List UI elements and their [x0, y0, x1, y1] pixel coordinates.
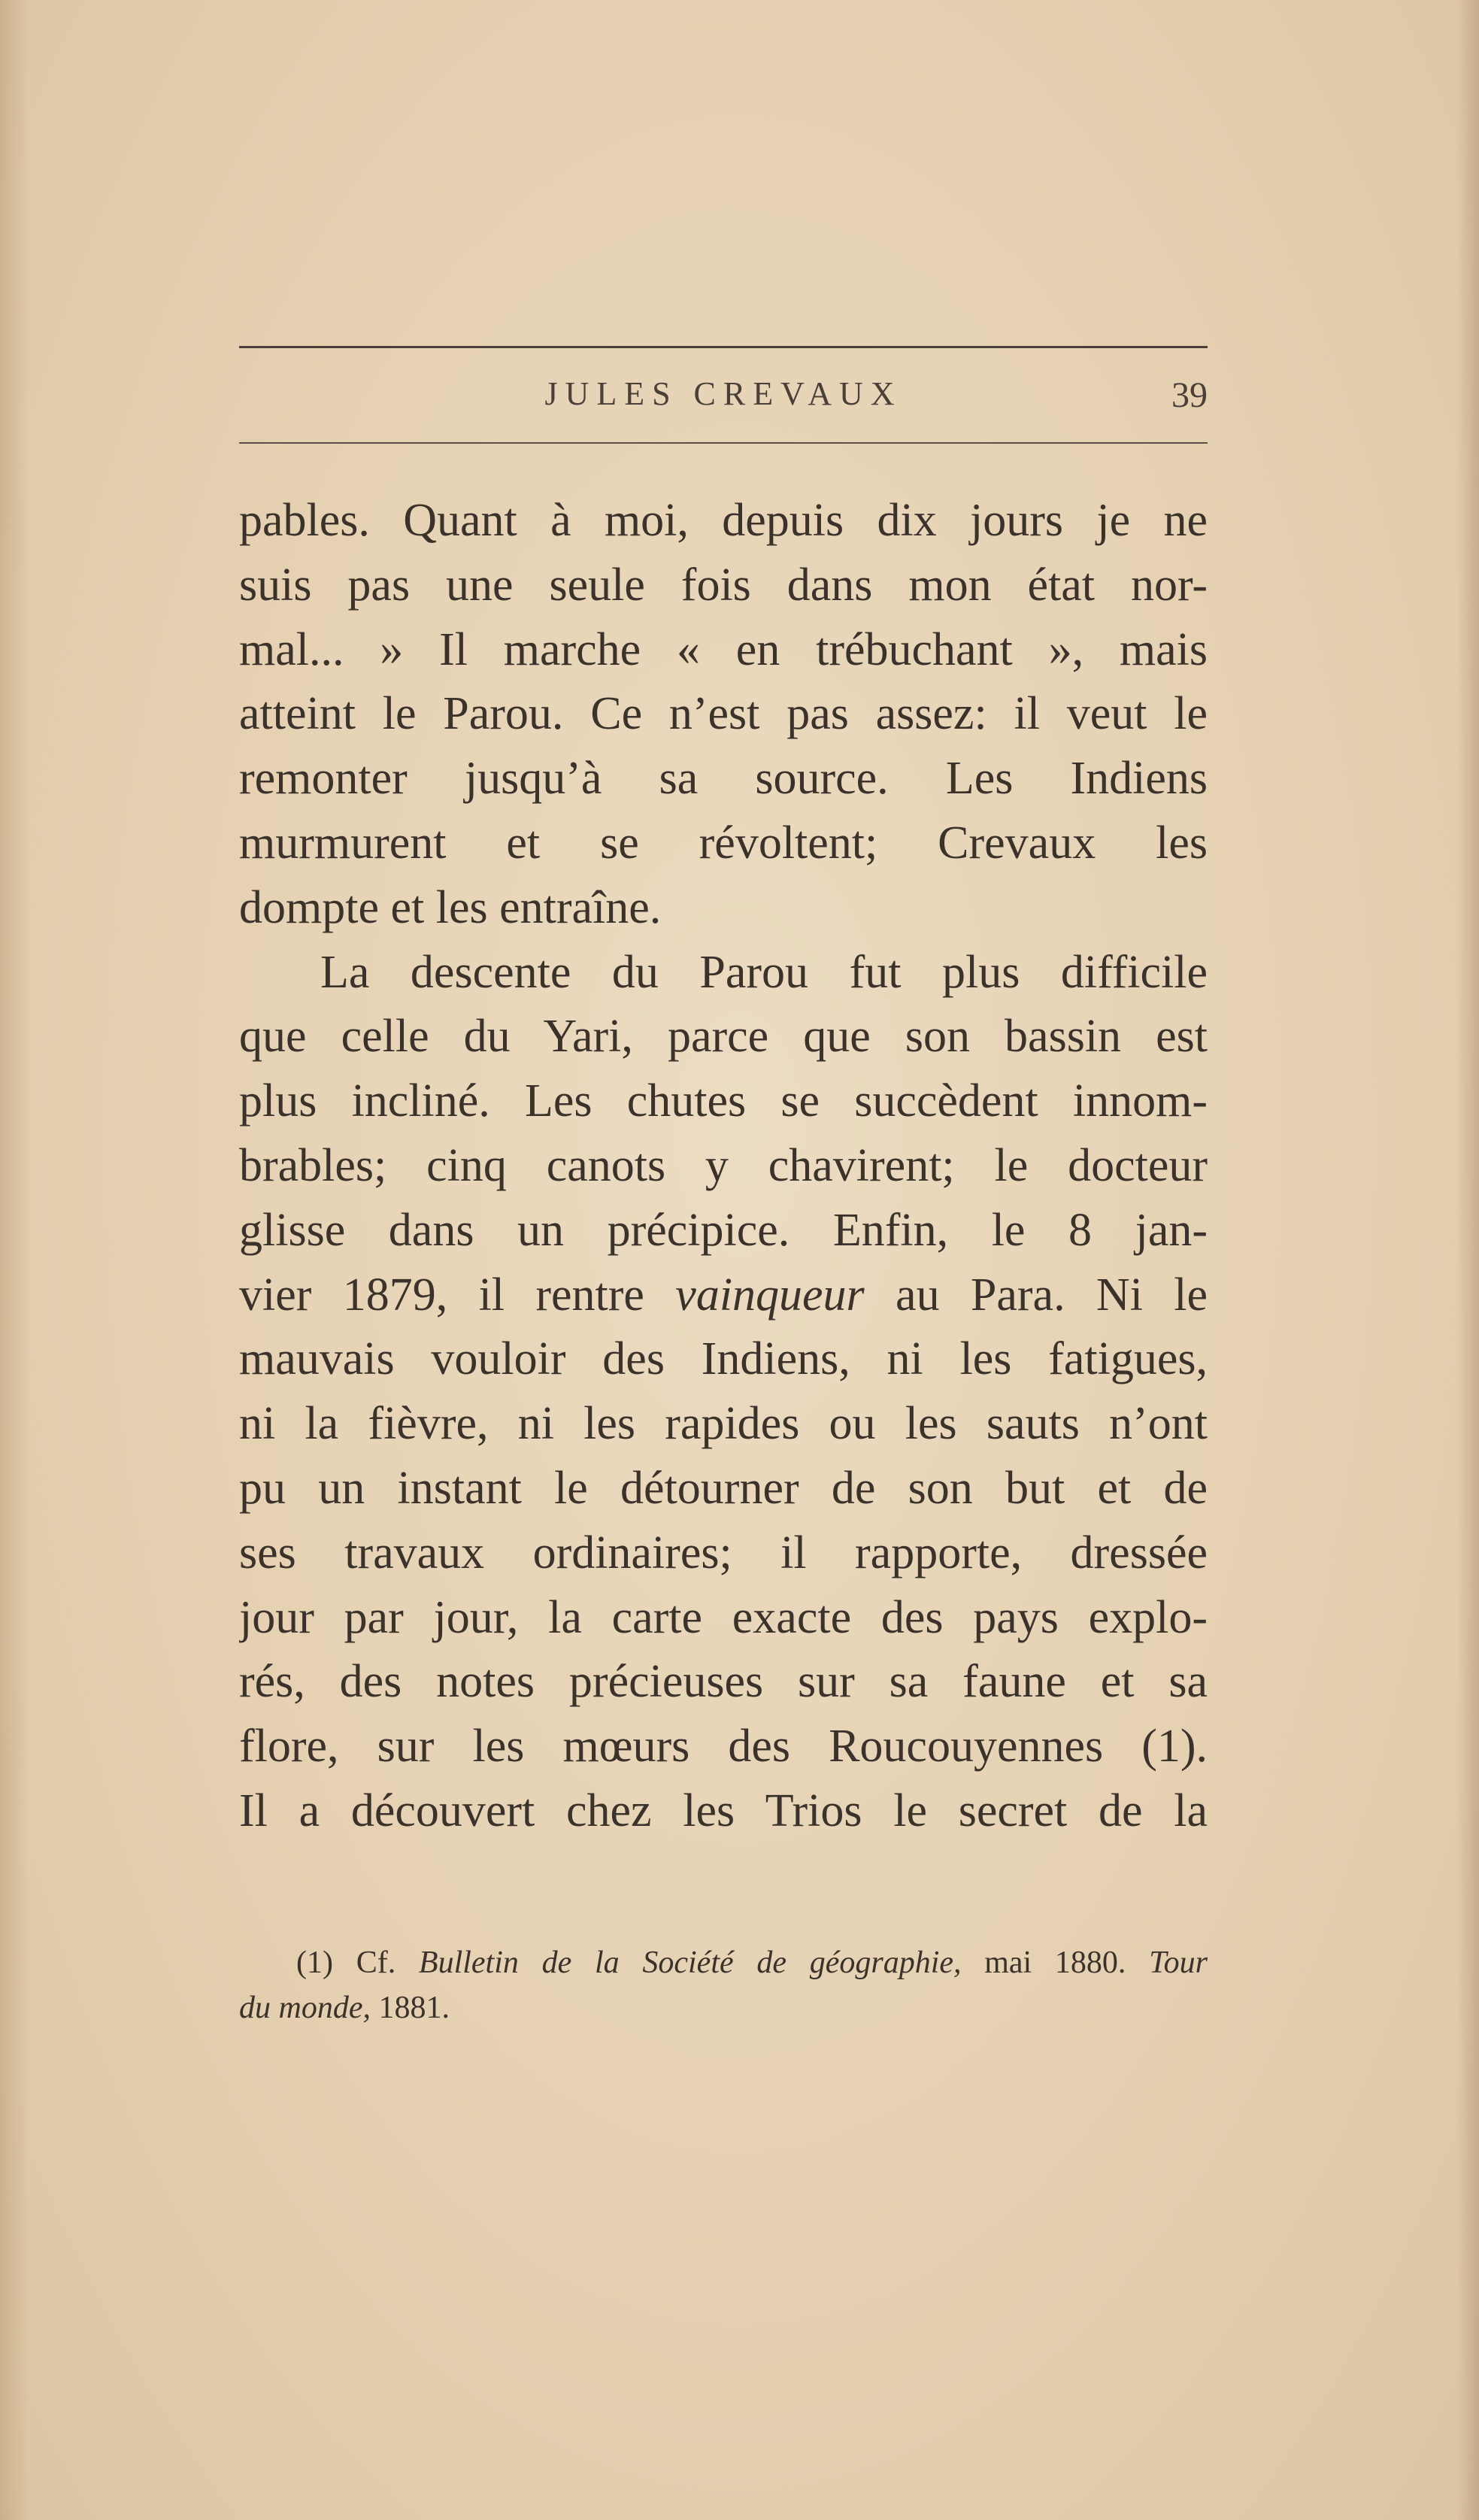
paragraph-first-line: La descente du Parou fut plus difficile [320, 946, 1208, 998]
running-title: JULES CREVAUX [544, 375, 902, 412]
header-rule-bottom [239, 442, 1208, 444]
text-line: murmurent et se révoltent; Crevaux les [239, 817, 1208, 869]
text-line: mauvais vouloir des Indiens, ni les fatigues, [239, 1333, 1208, 1385]
italic-word: vainqueur [675, 1269, 865, 1321]
text-line: rés, des notes précieuses sur sa faune et sa [239, 1656, 1208, 1708]
text-line: glisse dans un précipice. Enfin, le 8 jan- [239, 1204, 1208, 1256]
text-line: brables; cinq canots y chavirent; le docteur [239, 1139, 1208, 1191]
footnote-title-bulletin: Bulletin de la Société de géographie, [418, 1945, 962, 1980]
footnote-marker: (1) Cf. [296, 1945, 396, 1980]
text-line: suis pas une seule fois dans mon état nor- [239, 559, 1208, 611]
text-line: ni la fièvre, ni les rapides ou les sauts n’ont [239, 1398, 1208, 1450]
footnote-year: 1881. [378, 1991, 450, 2025]
text-line: flore, sur les mœurs des Roucouyennes (1). [239, 1721, 1208, 1772]
footnote-title-tour-end: du monde, [239, 1991, 371, 2025]
page-number: 39 [1171, 375, 1208, 415]
body-text [239, 489, 1208, 1844]
footnote [239, 1940, 1208, 2030]
footnote-date: mai 1880. [984, 1945, 1126, 1980]
text-segment: vier 1879, il rentre [239, 1269, 644, 1321]
text-line: Il a découvert chez les Trios le secret de la [239, 1785, 1208, 1836]
text-line: que celle du Yari, parce que son bassin est [239, 1011, 1208, 1063]
text-line: mal... » Il marche « en trébuchant », mais [239, 623, 1208, 675]
text-line: ses travaux ordinaires; il rapporte, dressée [239, 1527, 1208, 1578]
text-segment: au Para. Ni le [896, 1269, 1208, 1321]
footnote-line [239, 1985, 1208, 2030]
text-line: plus incliné. Les chutes se succèdent innom- [239, 1075, 1208, 1127]
text-line: dompte et les entraîne. [239, 881, 662, 933]
text-line: atteint le Parou. Ce n’est pas assez: il veut le [239, 688, 1208, 740]
text-line: pables. Quant à moi, depuis dix jours je ne [239, 495, 1208, 546]
text-line-with-italic [239, 1263, 1208, 1328]
footnote-line [239, 1940, 1208, 1985]
text-line: pu un instant le détourner de son but et de [239, 1462, 1208, 1514]
text-line: remonter jusqu’à sa source. Les Indiens [239, 753, 1208, 805]
header-rule-top [239, 346, 1208, 348]
footnote-title-tour-start: Tour [1149, 1945, 1208, 1980]
running-head [239, 370, 1208, 423]
text-line: jour par jour, la carte exacte des pays explo- [239, 1591, 1208, 1643]
